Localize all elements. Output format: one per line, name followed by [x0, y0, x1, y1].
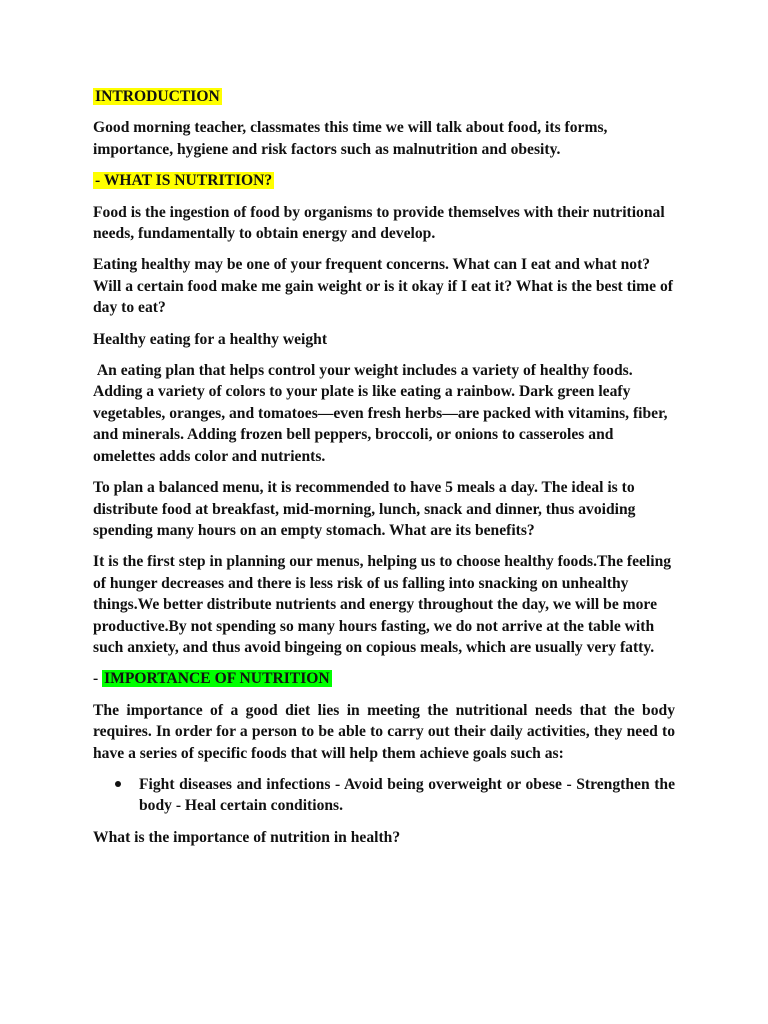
- bullet-icon: [115, 781, 121, 787]
- nutrition-heading-prefix: -: [95, 172, 104, 190]
- importance-heading: IMPORTANCE OF NUTRITION: [104, 670, 330, 688]
- nutrition-heading-text: WHAT IS NUTRITION?: [103, 172, 273, 190]
- nutrition-paragraph-1: Food is the ingestion of food by organisms to provide themselves with their nutritional needs, fundamentally to obtain energy and develop.: [93, 203, 665, 243]
- bullet-text: Fight diseases and infections - Avoid being overweight or obese - Strengthen the body - Heal certain conditions.: [139, 775, 675, 815]
- intro-heading-row: [93, 86, 675, 107]
- nutrition-heading-row: [93, 170, 675, 191]
- nutrition-subheading: Healthy eating for a healthy weight: [93, 330, 328, 348]
- importance-question: What is the importance of nutrition in health?: [93, 828, 401, 846]
- nutrition-paragraph-6: It is the first step in planning our menus, helping us to choose healthy foods.The feeling of hunger decreases and there is less risk of us falling into snacking on unhealthy things.We better distribute nutrients and energy throughout the day, we will be more productive.By not spending so many hours fasting, we do not arrive at the table with such anxiety, and thus avoid bingeing on copious meals, which are usually very fatty.: [93, 553, 672, 656]
- intro-paragraph: Good morning teacher, classmates this time we will talk about food, its forms, importance, hygiene and risk factors such as malnutrition and obesity.: [93, 119, 608, 158]
- list-item: [93, 774, 675, 817]
- nutrition-paragraph-4: An eating plan that helps control your weight includes a variety of healthy foods. Adding a variety of colors to your plate is like eating a rainbow. Dark green leafy vegetables, oranges, and tomatoes—even fresh herbs—are packed with vitamins, fiber, and minerals. Adding frozen bell peppers, broccoli, or onions to casseroles and omelettes adds color and nutrients.: [93, 362, 668, 465]
- nutrition-paragraph-5: To plan a balanced menu, it is recommended to have 5 meals a day. The ideal is to distribute food at breakfast, mid-morning, lunch, snack and dinner, thus avoiding spending many hours on an empty stomach. What are its benefits?: [93, 479, 636, 539]
- document-page: [93, 86, 675, 858]
- importance-heading-row: [93, 668, 675, 689]
- importance-heading-prefix: -: [93, 670, 103, 688]
- nutrition-heading: [93, 172, 274, 189]
- importance-bullet-list: [93, 774, 675, 817]
- importance-paragraph: The importance of a good diet lies in meeting the nutritional needs that the body requires. In order for a person to be able to carry out their daily activities, they need to have a series of specific foods that will help them achieve goals such as:: [93, 701, 675, 762]
- intro-heading: INTRODUCTION: [95, 88, 220, 105]
- nutrition-paragraph-2: Eating healthy may be one of your frequent concerns. What can I eat and what not? Will a certain food make me gain weight or is it okay if I eat it? What is the best time of day to eat?: [93, 256, 673, 317]
